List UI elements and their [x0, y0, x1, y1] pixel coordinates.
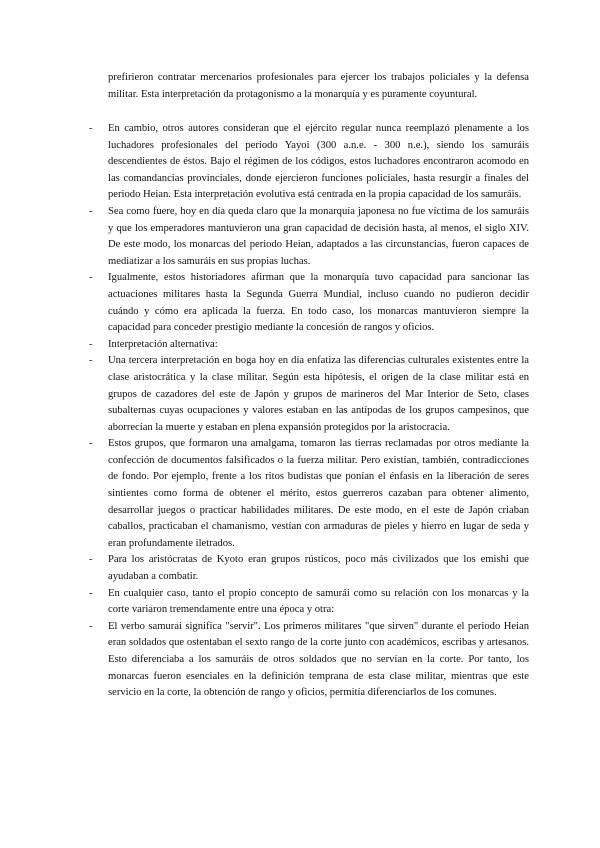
bullet-dash: - [89, 587, 93, 599]
list-item-text: Para los aristócratas de Kyoto eran grupos rústicos, poco más civilizados que los emishi que ayudaban a combatir. [108, 554, 529, 583]
bullet-dash: - [89, 338, 93, 350]
list-item-text: Una tercera interpretación en boga hoy en día enfatiza las diferencias culturales existentes entre la clase aristocrática y la clase militar. Según esta hipótesis, el origen de la clase militar está en grupos de cazadores del este de Japón y grupos de marineros del Mar Interior de Seto, clases subalternas cuyas ocupaciones y valores estaban en las antípodas de los grupos campesinos, que aborrecían la muerte y estaban en plena expansión protegidos por la aristocracia. [108, 355, 529, 433]
bullet-dash: - [89, 205, 93, 217]
list-item [89, 552, 529, 585]
list-item-text: En cambio, otros autores consideran que el ejército regular nunca reemplazó plenamente a los luchadores profesionales del periodo Yayoi (300 a.n.e. - 300 n.e.), siendo los samuráis descendientes de éstos. Bajo el régimen de los códigos, estos luchadores encontraron acomodo en las comandancias provinciales, donde ejercieron funciones policiales, hasta resurgir a finales del periodo Heian. Esta interpretación evolutiva está centrada en la propia capacidad de los samuráis. [108, 123, 529, 201]
bullet-dash: - [89, 620, 93, 632]
list-item [89, 353, 529, 436]
list-item [89, 121, 529, 204]
list-item-text: Sea como fuere, hoy en día queda claro que la monarquía japonesa no fue víctima de los samuráis y que los emperadores mantuvieron una gran capacidad de decisión hasta, al menos, el siglo XIV. De este modo, los monarcas del periodo Heian, adaptados a las circunstancias, fueron capaces de mediatizar a los samuráis en sus propias luchas. [108, 205, 529, 267]
bullet-list [89, 121, 529, 702]
list-item [89, 204, 529, 270]
list-item [89, 337, 529, 354]
list-item [89, 619, 529, 702]
bullet-dash: - [89, 272, 93, 284]
list-item-text: Igualmente, estos historiadores afirman que la monarquía tuvo capacidad para sancionar las actuaciones militares hasta la Segunda Guerra Mundial, incluso cuando no pudieron decidir cuándo y cómo era aplicada la fuerza. En todo caso, los monarcas mantuvieron siempre la capacidad para conceder prestigio mediante la concesión de rangos y oficios. [108, 272, 529, 334]
bullet-dash: - [89, 355, 93, 367]
list-item-text: Interpretación alternativa: [108, 338, 218, 350]
list-item [89, 586, 529, 619]
list-item [89, 270, 529, 336]
list-item [89, 436, 529, 552]
list-item-text: El verbo samurai significa "servir". Los primeros militares "que sirven" durante el periodo Heian eran soldados que ostentaban el sexto rango de la corte junto con académicos, escribas y artesanos. Esto diferenciaba a los samuráis de otros soldados que no servían en la corte. Por tanto, los monarcas fueron esenciales en la definición temprana de esta clase militar, mientras que este servicio en la corte, la obtención de rango y oficios, permitía diferenciarlos de los comunes. [108, 620, 529, 699]
list-item-text: Estos grupos, que formaron una amalgama, tomaron las tierras reclamadas por otros mediante la confección de documentos falsificados o la fuerza militar. Pero existían, también, contradicciones de fondo. Por ejemplo, frente a los ritos budistas que ponían el énfasis en la liberación de seres sintientes como forma de obtener el mérito, estos guerreros cazaban para obtener alimento, desarrollar juegos o practicar habilidades militares. De este modo, en el este de Japón criaban caballos, practicaban el chamanismo, vestían con armaduras de pieles y hierro en lugar de seda y eran profundamente iletrados. [108, 438, 529, 549]
bullet-dash: - [89, 554, 93, 566]
list-item-text: En cualquier caso, tanto el propio concepto de samurái como su relación con los monarcas y la corte variaron tremendamente entre una época y otra: [108, 587, 529, 616]
bullet-dash: - [89, 438, 93, 450]
bullet-dash: - [89, 123, 93, 134]
intro-paragraph: prefirieron contratar mercenarios profesionales para ejercer los trabajos policiales y la defensa militar. Esta interpretación da protagonismo a la monarquía y es puramente coyuntural. [108, 72, 529, 100]
